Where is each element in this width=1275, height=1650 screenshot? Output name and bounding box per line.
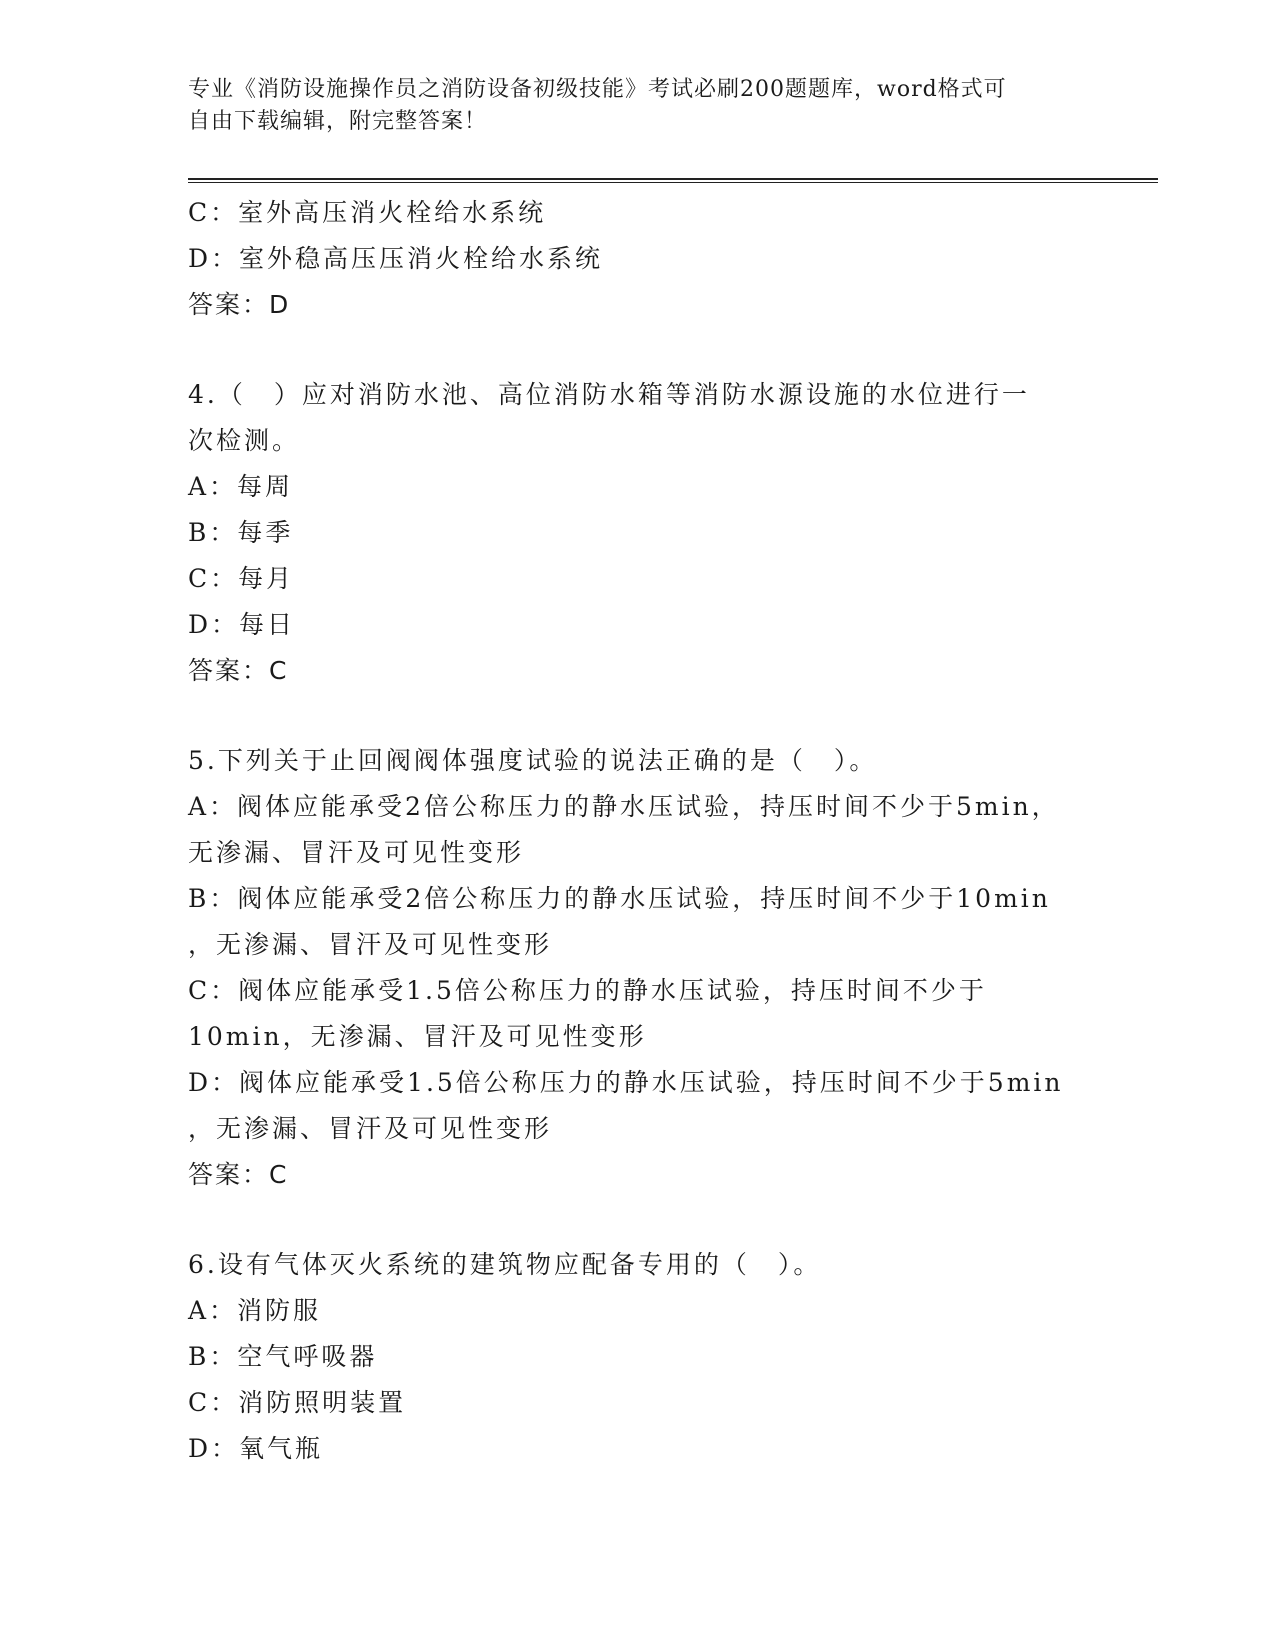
question-4 (188, 372, 1088, 694)
header-title-line-2: 自由下载编辑，附完整答案！ (188, 109, 488, 134)
question-stem: 6.设有气体灭火系统的建筑物应配备专用的（ ）。 (188, 1250, 822, 1279)
question-content (188, 190, 1088, 1472)
question-stem-cont: 次检测。 (188, 426, 301, 455)
option-c: C：每月 (188, 564, 295, 593)
option-b: B：空气呼吸器 (188, 1342, 378, 1371)
question-gap (188, 1198, 1088, 1242)
option-b: B：阀体应能承受2倍公称压力的静水压试验，持压时间不少于10min (188, 884, 1051, 913)
page-header (188, 74, 1068, 138)
question-3 (188, 190, 1088, 328)
option-a: A：消防服 (188, 1296, 322, 1325)
option-c: C：阀体应能承受1.5倍公称压力的静水压试验，持压时间不少于 (188, 976, 987, 1005)
option-d: D：氧气瓶 (188, 1434, 324, 1463)
option-d: D：室外稳高压压消火栓给水系统 (188, 244, 604, 273)
answer-label: 答案：D (188, 290, 291, 319)
answer-label: 答案：C (188, 656, 289, 685)
option-a-cont: 无渗漏、冒汗及可见性变形 (188, 838, 525, 867)
option-a: A：每周 (188, 472, 294, 501)
option-d-cont: ，无渗漏、冒汗及可见性变形 (188, 1114, 553, 1143)
option-c: C：室外高压消火栓给水系统 (188, 198, 547, 227)
option-b: B：每季 (188, 518, 294, 547)
option-c-cont: 10min，无渗漏、冒汗及可见性变形 (188, 1022, 647, 1051)
answer-label: 答案：C (188, 1160, 289, 1189)
question-stem: 5.下列关于止回阀阀体强度试验的说法正确的是（ ）。 (188, 746, 878, 775)
question-gap (188, 694, 1088, 738)
header-divider (188, 178, 1158, 183)
question-6 (188, 1242, 1088, 1472)
header-title-line-1: 专业《消防设施操作员之消防设备初级技能》考试必刷200题题库，word格式可 (188, 77, 1007, 102)
option-a: A：阀体应能承受2倍公称压力的静水压试验，持压时间不少于5min， (188, 792, 1060, 821)
option-c: C：消防照明装置 (188, 1388, 407, 1417)
question-stem: 4.（ ）应对消防水池、高位消防水箱等消防水源设施的水位进行一 (188, 380, 1030, 409)
option-b-cont: ，无渗漏、冒汗及可见性变形 (188, 930, 553, 959)
option-d: D：每日 (188, 610, 296, 639)
question-5 (188, 738, 1088, 1198)
question-gap (188, 328, 1088, 372)
option-d: D：阀体应能承受1.5倍公称压力的静水压试验，持压时间不少于5min (188, 1068, 1064, 1097)
